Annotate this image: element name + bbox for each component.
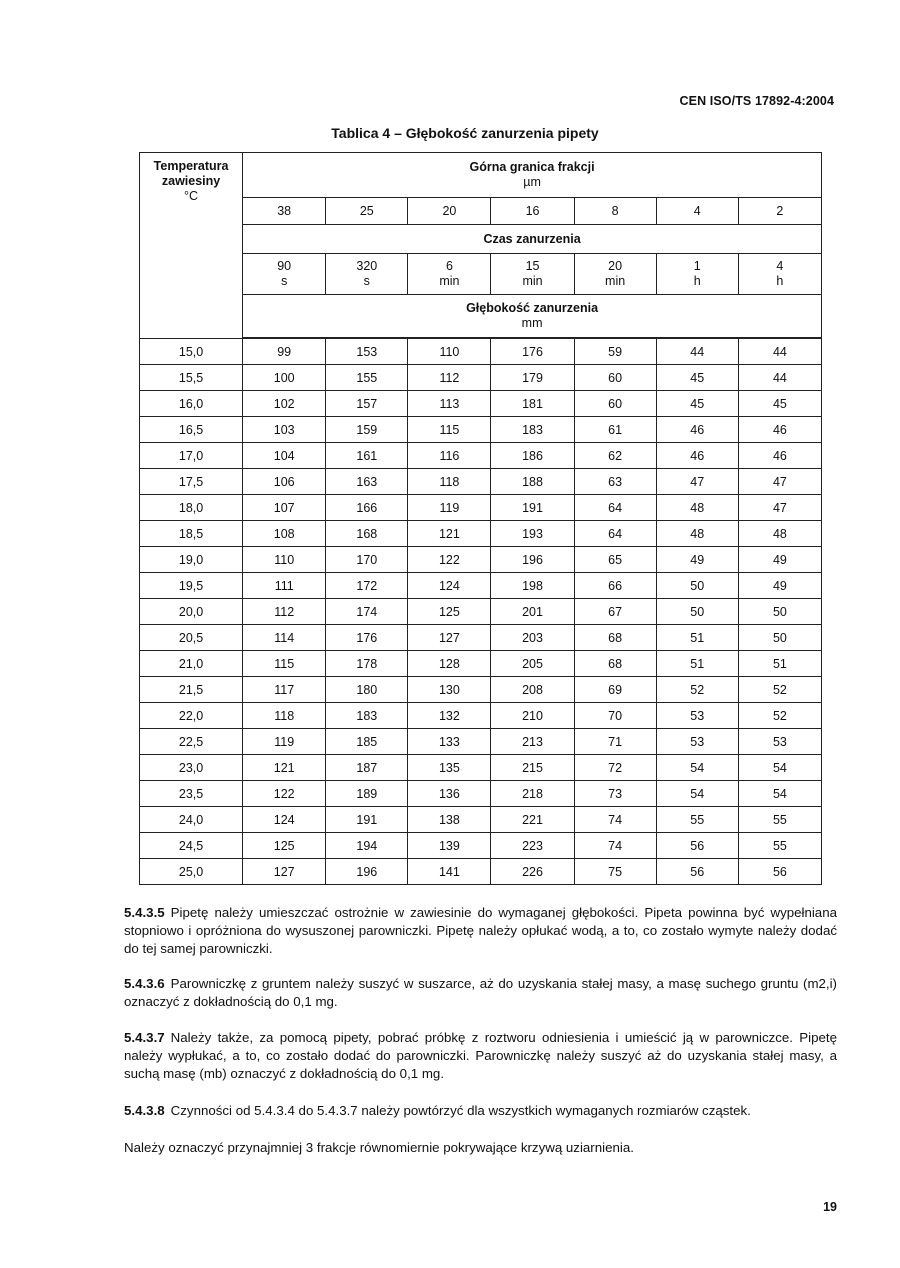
depth-cell: 208 [491, 677, 574, 703]
depth-cell: 125 [408, 599, 491, 625]
depth-cell: 226 [491, 859, 574, 885]
depth-cell: 60 [574, 365, 656, 391]
depth-cell: 183 [326, 703, 408, 729]
paragraph-text: Parowniczkę z gruntem należy suszyć w suszarce, aż do uzyskania stałej masy, a masę suchego gruntu (m2,i) oznaczyć z dokładnością do 0,1 mg. [124, 976, 837, 1009]
depth-cell: 115 [243, 651, 326, 677]
depth-cell: 180 [326, 677, 408, 703]
depth-cell: 157 [326, 391, 408, 417]
depth-cell: 59 [574, 339, 656, 365]
depth-cell: 49 [656, 547, 738, 573]
depth-cell: 52 [738, 703, 821, 729]
depth-cell: 44 [656, 339, 738, 365]
depth-cell: 46 [738, 417, 821, 443]
depth-cell: 191 [326, 807, 408, 833]
depth-cell: 72 [574, 755, 656, 781]
table-row [140, 833, 822, 859]
depth-cell: 47 [656, 469, 738, 495]
depth-cell: 119 [243, 729, 326, 755]
table-row [140, 573, 822, 599]
temperature-cell: 21,0 [140, 651, 243, 677]
depth-cell: 176 [326, 625, 408, 651]
temperature-cell: 25,0 [140, 859, 243, 885]
immersion-time-cell: 1 h [656, 254, 738, 295]
depth-cell: 71 [574, 729, 656, 755]
clause-number: 5.4.3.8 [124, 1103, 165, 1118]
depth-cell: 121 [408, 521, 491, 547]
temperature-cell: 15,5 [140, 365, 243, 391]
depth-cell: 66 [574, 573, 656, 599]
temperature-cell: 17,5 [140, 469, 243, 495]
table-row [140, 469, 822, 495]
depth-cell: 210 [491, 703, 574, 729]
depth-cell: 44 [738, 365, 821, 391]
depth-cell: 166 [326, 495, 408, 521]
depth-cell: 132 [408, 703, 491, 729]
depth-cell: 48 [656, 521, 738, 547]
depth-cell: 133 [408, 729, 491, 755]
depth-cell: 122 [243, 781, 326, 807]
temperature-cell: 24,5 [140, 833, 243, 859]
depth-cell: 74 [574, 833, 656, 859]
depth-cell: 176 [491, 339, 574, 365]
clause-number: 5.4.3.6 [124, 976, 165, 991]
depth-cell: 104 [243, 443, 326, 469]
depth-cell: 196 [326, 859, 408, 885]
fraction-size-cell: 2 [738, 198, 821, 225]
depth-cell: 187 [326, 755, 408, 781]
depth-cell: 46 [656, 417, 738, 443]
depth-cell: 68 [574, 651, 656, 677]
depth-cell: 138 [408, 807, 491, 833]
depth-cell: 47 [738, 469, 821, 495]
immersion-time-cell: 4 h [738, 254, 821, 295]
depth-cell: 46 [738, 443, 821, 469]
fraction-size-cell: 4 [656, 198, 738, 225]
depth-cell: 185 [326, 729, 408, 755]
clause-number: 5.4.3.7 [124, 1030, 165, 1045]
depth-cell: 70 [574, 703, 656, 729]
fraction-size-cell: 20 [408, 198, 491, 225]
depth-header: Głębokość zanurzenia mm [243, 295, 822, 338]
depth-cell: 223 [491, 833, 574, 859]
depth-cell: 201 [491, 599, 574, 625]
table-title: Tablica 4 – Głębokość zanurzenia pipety [331, 125, 599, 141]
paragraph [124, 1102, 837, 1120]
temperature-cell: 15,0 [140, 339, 243, 365]
clause-number: 5.4.3.5 [124, 905, 165, 920]
depth-cell: 52 [656, 677, 738, 703]
depth-cell: 127 [243, 859, 326, 885]
depth-cell: 51 [656, 651, 738, 677]
depth-cell: 49 [738, 573, 821, 599]
depth-cell: 54 [738, 781, 821, 807]
depth-cell: 194 [326, 833, 408, 859]
depth-cell: 103 [243, 417, 326, 443]
depth-cell: 183 [491, 417, 574, 443]
depth-cell: 53 [656, 729, 738, 755]
depth-cell: 99 [243, 339, 326, 365]
depth-cell: 100 [243, 365, 326, 391]
depth-cell: 45 [656, 365, 738, 391]
depth-cell: 56 [738, 859, 821, 885]
depth-cell: 118 [243, 703, 326, 729]
table-row [140, 521, 822, 547]
depth-cell: 45 [656, 391, 738, 417]
fraction-size-cell: 25 [326, 198, 408, 225]
depth-cell: 110 [243, 547, 326, 573]
depth-cell: 193 [491, 521, 574, 547]
depth-cell: 53 [738, 729, 821, 755]
depth-cell: 54 [656, 781, 738, 807]
immersion-time-cell: 20 min [574, 254, 656, 295]
depth-cell: 106 [243, 469, 326, 495]
depth-cell: 69 [574, 677, 656, 703]
table-row [140, 781, 822, 807]
table-row [140, 365, 822, 391]
depth-cell: 64 [574, 521, 656, 547]
depth-cell: 68 [574, 625, 656, 651]
temperature-cell: 22,5 [140, 729, 243, 755]
depth-cell: 63 [574, 469, 656, 495]
temperature-cell: 18,5 [140, 521, 243, 547]
depth-cell: 64 [574, 495, 656, 521]
fraction-size-cell: 8 [574, 198, 656, 225]
depth-cell: 155 [326, 365, 408, 391]
temperature-cell: 19,5 [140, 573, 243, 599]
depth-cell: 181 [491, 391, 574, 417]
fraction-header: Górna granica frakcji µm [243, 153, 822, 198]
depth-cell: 107 [243, 495, 326, 521]
depth-cell: 124 [408, 573, 491, 599]
depth-cell: 49 [738, 547, 821, 573]
depth-cell: 51 [656, 625, 738, 651]
depth-cell: 50 [738, 625, 821, 651]
depth-cell: 191 [491, 495, 574, 521]
temperature-cell: 16,0 [140, 391, 243, 417]
depth-cell: 48 [656, 495, 738, 521]
immersion-time-cell: 15 min [491, 254, 574, 295]
paragraph [124, 1139, 837, 1157]
immersion-depth-table [139, 152, 822, 885]
fraction-size-cell: 38 [243, 198, 326, 225]
depth-cell: 170 [326, 547, 408, 573]
paragraph [124, 975, 837, 1011]
depth-cell: 163 [326, 469, 408, 495]
depth-cell: 110 [408, 339, 491, 365]
depth-cell: 135 [408, 755, 491, 781]
depth-cell: 136 [408, 781, 491, 807]
depth-cell: 45 [738, 391, 821, 417]
depth-cell: 67 [574, 599, 656, 625]
depth-cell: 55 [738, 807, 821, 833]
depth-cell: 116 [408, 443, 491, 469]
table-row [140, 755, 822, 781]
depth-cell: 213 [491, 729, 574, 755]
table-row [140, 859, 822, 885]
table-row [140, 495, 822, 521]
paragraph-text: Czynności od 5.4.3.4 do 5.4.3.7 należy powtórzyć dla wszystkich wymaganych rozmiarów cząstek. [170, 1103, 751, 1118]
immersion-time-cell: 320 s [326, 254, 408, 295]
table-row [140, 625, 822, 651]
depth-cell: 75 [574, 859, 656, 885]
depth-cell: 44 [738, 339, 821, 365]
depth-cell: 203 [491, 625, 574, 651]
depth-cell: 161 [326, 443, 408, 469]
depth-cell: 108 [243, 521, 326, 547]
immersion-time-cell: 6 min [408, 254, 491, 295]
depth-unit: mm [521, 316, 543, 330]
table-row [140, 729, 822, 755]
depth-cell: 205 [491, 651, 574, 677]
depth-cell: 102 [243, 391, 326, 417]
depth-cell: 111 [243, 573, 326, 599]
depth-cell: 48 [738, 521, 821, 547]
table-row [140, 443, 822, 469]
paragraph-text: Należy oznaczyć przynajmniej 3 frakcje równomiernie pokrywające krzywą uziarnienia. [124, 1140, 634, 1155]
depth-cell: 74 [574, 807, 656, 833]
temperature-cell: 22,0 [140, 703, 243, 729]
depth-cell: 196 [491, 547, 574, 573]
depth-cell: 115 [408, 417, 491, 443]
table-row [140, 417, 822, 443]
temperature-cell: 20,0 [140, 599, 243, 625]
depth-cell: 127 [408, 625, 491, 651]
depth-cell: 124 [243, 807, 326, 833]
temperature-header: Temperatura zawiesiny °C [140, 153, 243, 339]
depth-cell: 174 [326, 599, 408, 625]
depth-cell: 186 [491, 443, 574, 469]
depth-cell: 60 [574, 391, 656, 417]
temperature-cell: 24,0 [140, 807, 243, 833]
depth-cell: 114 [243, 625, 326, 651]
temperature-cell: 16,5 [140, 417, 243, 443]
time-header: Czas zanurzenia [243, 225, 822, 254]
depth-cell: 50 [738, 599, 821, 625]
depth-cell: 73 [574, 781, 656, 807]
depth-cell: 112 [408, 365, 491, 391]
table-row [140, 677, 822, 703]
depth-cell: 56 [656, 833, 738, 859]
depth-cell: 62 [574, 443, 656, 469]
depth-cell: 117 [243, 677, 326, 703]
depth-cell: 54 [738, 755, 821, 781]
table-row [140, 599, 822, 625]
temperature-cell: 18,0 [140, 495, 243, 521]
immersion-time-cell: 90 s [243, 254, 326, 295]
depth-cell: 121 [243, 755, 326, 781]
depth-cell: 55 [656, 807, 738, 833]
depth-cell: 50 [656, 599, 738, 625]
document-id: CEN ISO/TS 17892-4:2004 [679, 94, 834, 108]
depth-cell: 113 [408, 391, 491, 417]
page-number: 19 [823, 1200, 837, 1214]
depth-cell: 159 [326, 417, 408, 443]
table-row [140, 651, 822, 677]
depth-cell: 125 [243, 833, 326, 859]
depth-cell: 221 [491, 807, 574, 833]
depth-cell: 139 [408, 833, 491, 859]
depth-cell: 153 [326, 339, 408, 365]
fraction-unit: µm [523, 175, 541, 189]
table-row [140, 703, 822, 729]
depth-cell: 52 [738, 677, 821, 703]
temperature-cell: 19,0 [140, 547, 243, 573]
depth-cell: 122 [408, 547, 491, 573]
depth-cell: 47 [738, 495, 821, 521]
depth-cell: 178 [326, 651, 408, 677]
temperature-cell: 23,5 [140, 781, 243, 807]
paragraph-text: Pipetę należy umieszczać ostrożnie w zawiesinie do wymaganej głębokości. Pipeta powinna być wypełniana stopniowo i opróżniona do wysuszonej parowniczki. Pipetę należy opłukać wodą, a to, co zostało wymyte należy dodać do tej samej parowniczki. [124, 905, 837, 956]
depth-cell: 54 [656, 755, 738, 781]
depth-cell: 141 [408, 859, 491, 885]
depth-cell: 118 [408, 469, 491, 495]
depth-cell: 53 [656, 703, 738, 729]
temperature-cell: 17,0 [140, 443, 243, 469]
depth-cell: 128 [408, 651, 491, 677]
depth-cell: 51 [738, 651, 821, 677]
table-row [140, 807, 822, 833]
depth-cell: 188 [491, 469, 574, 495]
temperature-cell: 21,5 [140, 677, 243, 703]
fraction-size-cell: 16 [491, 198, 574, 225]
depth-cell: 46 [656, 443, 738, 469]
table-row [140, 391, 822, 417]
table-row [140, 339, 822, 365]
depth-cell: 119 [408, 495, 491, 521]
depth-cell: 50 [656, 573, 738, 599]
depth-cell: 55 [738, 833, 821, 859]
paragraph [124, 904, 837, 958]
depth-cell: 65 [574, 547, 656, 573]
depth-cell: 56 [656, 859, 738, 885]
temperature-cell: 20,5 [140, 625, 243, 651]
depth-cell: 179 [491, 365, 574, 391]
depth-cell: 198 [491, 573, 574, 599]
temperature-cell: 23,0 [140, 755, 243, 781]
paragraph-text: Należy także, za pomocą pipety, pobrać próbkę z roztworu odniesienia i umieścić ją w parowniczce. Pipetę należy wypłukać, a to, co zostało dodać do parowniczki. Parowniczkę należy suszyć aż do uzyskania stałej masy, a suchą masę (mb) oznaczyć z dokładnością do 0,1 mg. [124, 1030, 837, 1081]
depth-cell: 172 [326, 573, 408, 599]
paragraph [124, 1029, 837, 1083]
table-row [140, 547, 822, 573]
depth-cell: 215 [491, 755, 574, 781]
depth-cell: 130 [408, 677, 491, 703]
depth-cell: 168 [326, 521, 408, 547]
depth-cell: 189 [326, 781, 408, 807]
depth-cell: 61 [574, 417, 656, 443]
depth-cell: 218 [491, 781, 574, 807]
depth-cell: 112 [243, 599, 326, 625]
